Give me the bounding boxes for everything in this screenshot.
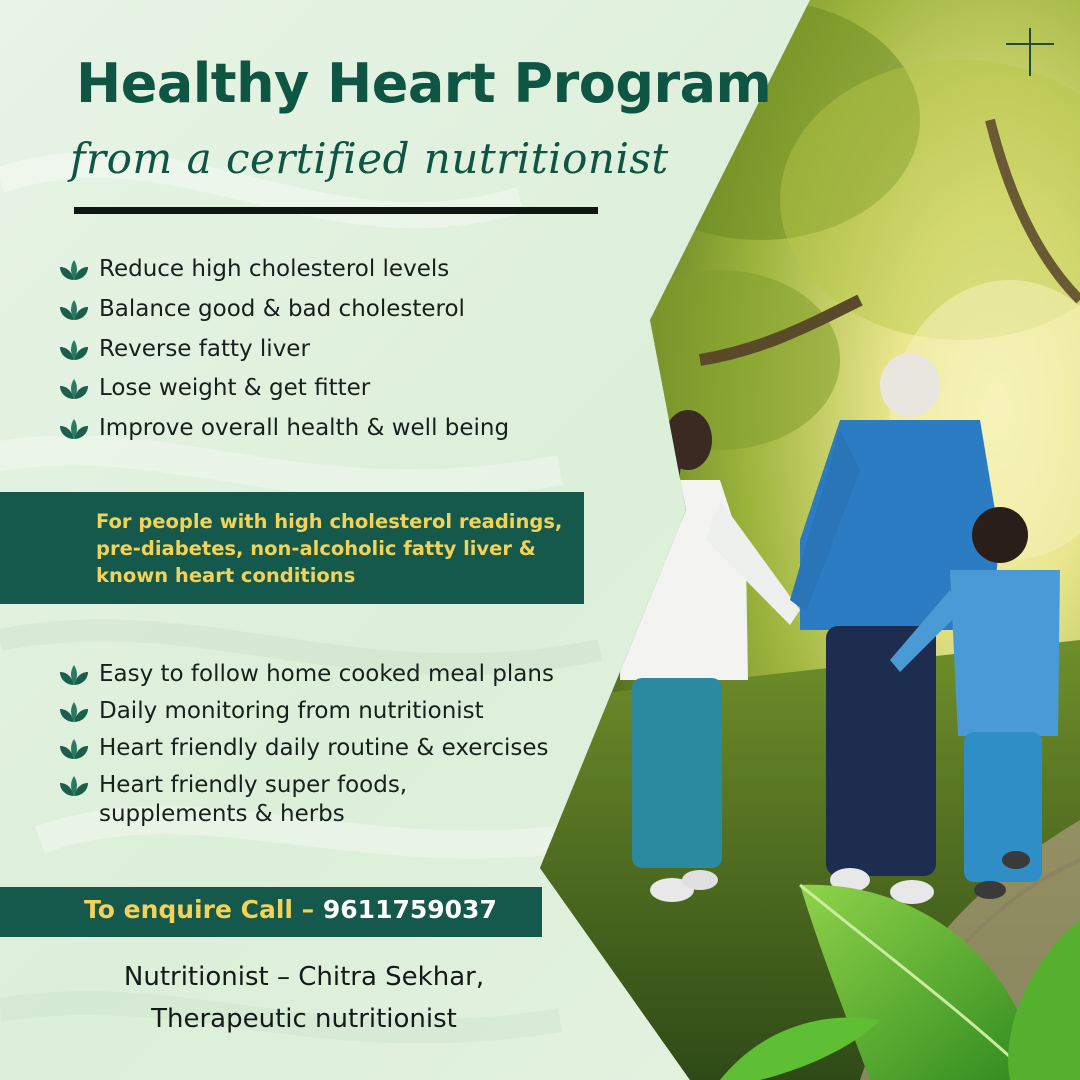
leaf-bullet-icon (58, 417, 90, 441)
audience-text: For people with high cholesterol readings, pre-diabetes, non-alcoholic fatty liver & known heart conditions (96, 510, 563, 587)
leaf-bullet-icon (58, 663, 90, 687)
list-item (58, 660, 554, 689)
leaf-bullet-icon (58, 737, 90, 761)
leaf-bullet-icon (58, 700, 90, 724)
list-item (58, 771, 554, 829)
leaf-bullet-icon (58, 258, 90, 282)
title-divider (74, 207, 598, 214)
credit-role: Therapeutic nutritionist (151, 1004, 457, 1034)
nutritionist-credit (64, 956, 544, 1040)
leaf-bullet-icon (58, 377, 90, 401)
list-item (58, 374, 509, 414)
features-list (58, 660, 554, 837)
list-item (58, 414, 509, 454)
page-title: Healthy Heart Program (76, 52, 772, 115)
list-item (58, 335, 509, 375)
list-item-label: Lose weight & get fitter (99, 375, 371, 402)
leaf-bullet-icon (58, 774, 90, 798)
list-item-label: Heart friendly daily routine & exercises (99, 735, 549, 761)
benefits-list (58, 255, 509, 454)
cross-icon (1006, 28, 1054, 76)
list-item-label: Reverse fatty liver (99, 335, 310, 362)
list-item-label: Daily monitoring from nutritionist (99, 698, 484, 724)
enquiry-text (84, 895, 497, 924)
list-item-label: Reduce high cholesterol levels (99, 256, 450, 282)
credit-name: Nutritionist – Chitra Sekhar, (123, 962, 485, 992)
enquiry-label: To enquire Call – (84, 895, 323, 924)
subtitle: from a certified nutritionist (70, 134, 669, 183)
list-item-label: Heart friendly super foods, supplements & herbs (99, 772, 408, 827)
leaf-bullet-icon (58, 338, 90, 362)
list-item-label: Improve overall health & well being (99, 415, 510, 442)
phone-number[interactable]: 9611759037 (322, 895, 497, 924)
list-item-label: Easy to follow home cooked meal plans (99, 661, 554, 687)
leaf-bullet-icon (58, 298, 90, 322)
list-item (58, 255, 509, 295)
list-item-label: Balance good & bad cholesterol (99, 295, 465, 322)
list-item (58, 734, 554, 763)
list-item (58, 697, 554, 726)
list-item (58, 295, 509, 335)
